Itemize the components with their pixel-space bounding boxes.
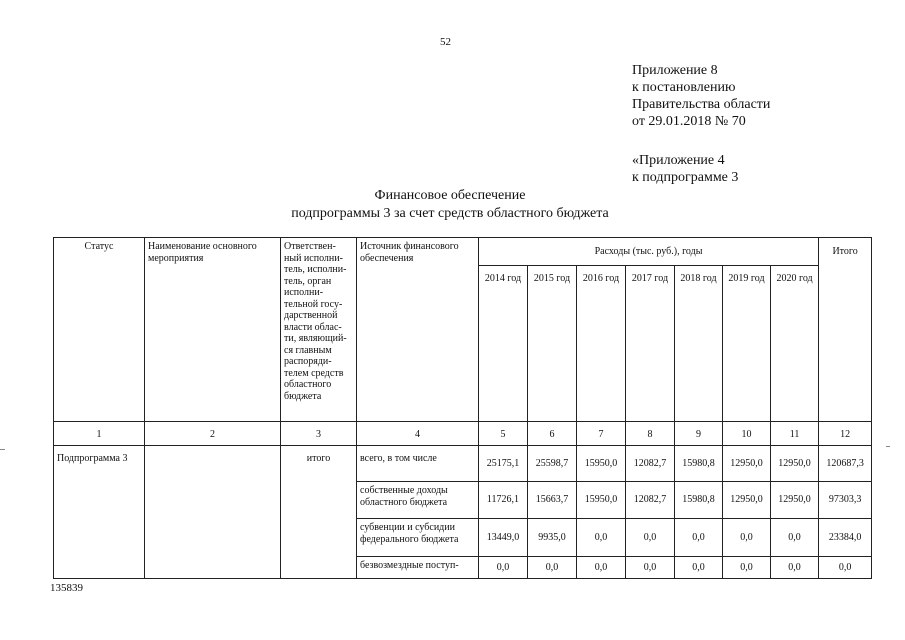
appendix-line: к постановлению <box>632 80 736 95</box>
executor-cell: итого <box>281 446 357 579</box>
value-cell: 9935,0 <box>528 519 577 557</box>
value-cell: 12950,0 <box>771 482 819 519</box>
document-title <box>200 187 700 223</box>
appendix-line: Правительства области <box>632 97 771 112</box>
source-cell: собственные доходы областного бюджета <box>357 482 479 519</box>
appendix-line: Приложение 8 <box>632 63 718 78</box>
value-cell: 11726,1 <box>479 482 528 519</box>
header-expenses: Расходы (тыс. руб.), годы <box>479 238 819 266</box>
value-cell: 0,0 <box>771 519 819 557</box>
value-cell: 15950,0 <box>577 446 626 482</box>
header-year: 2019 год <box>723 266 771 422</box>
header-measure: Наименование основного мероприятия <box>145 238 281 422</box>
subprogram-appendix-reference <box>632 152 738 186</box>
header-year: 2015 год <box>528 266 577 422</box>
source-cell: всего, в том числе <box>357 446 479 482</box>
header-year: 2014 год <box>479 266 528 422</box>
column-number: 11 <box>771 422 819 446</box>
value-cell: 13449,0 <box>479 519 528 557</box>
value-cell: 0,0 <box>675 519 723 557</box>
column-number-row <box>54 422 872 446</box>
column-number: 12 <box>819 422 872 446</box>
column-number: 8 <box>626 422 675 446</box>
status-cell: Подпрограмма 3 <box>54 446 145 579</box>
document-code: 135839 <box>50 582 83 594</box>
appendix-line: к подпрограмме 3 <box>632 170 739 185</box>
financing-table <box>53 237 872 579</box>
value-cell: 15663,7 <box>528 482 577 519</box>
value-cell: 25175,1 <box>479 446 528 482</box>
appendix-line: от 29.01.2018 № 70 <box>632 114 746 129</box>
column-number: 7 <box>577 422 626 446</box>
value-cell: 12950,0 <box>723 446 771 482</box>
table-header-row <box>54 238 872 266</box>
column-number: 4 <box>357 422 479 446</box>
value-cell: 15980,8 <box>675 446 723 482</box>
value-cell: 0,0 <box>723 519 771 557</box>
value-cell: 15980,8 <box>675 482 723 519</box>
title-line: Финансовое обеспечение <box>374 188 526 203</box>
total-cell: 97303,3 <box>819 482 872 519</box>
source-cell: безвозмездные поступ- <box>357 557 479 579</box>
value-cell: 0,0 <box>479 557 528 579</box>
value-cell: 25598,7 <box>528 446 577 482</box>
appendix-line: «Приложение 4 <box>632 153 725 168</box>
column-number: 1 <box>54 422 145 446</box>
header-total: Итого <box>819 238 872 422</box>
value-cell: 0,0 <box>528 557 577 579</box>
total-cell: 120687,3 <box>819 446 872 482</box>
value-cell: 0,0 <box>626 557 675 579</box>
header-year: 2020 год <box>771 266 819 422</box>
total-cell: 23384,0 <box>819 519 872 557</box>
value-cell: 12082,7 <box>626 446 675 482</box>
value-cell: 15950,0 <box>577 482 626 519</box>
header-executor: Ответствен-ный исполни-тель, исполни-тель, орган исполни-тельной госу-дарственной власти облас-ти, являющий-ся главным распоряди-телем средств областного бюджета <box>281 238 357 422</box>
scan-mark-left <box>0 449 5 450</box>
value-cell: 12082,7 <box>626 482 675 519</box>
scan-mark-right <box>886 446 890 447</box>
header-source: Источник финансового обеспечения <box>357 238 479 422</box>
header-status: Статус <box>54 238 145 422</box>
value-cell: 0,0 <box>626 519 675 557</box>
header-year: 2018 год <box>675 266 723 422</box>
column-number: 9 <box>675 422 723 446</box>
appendix-reference <box>632 62 770 130</box>
table-row <box>54 446 872 482</box>
value-cell: 12950,0 <box>723 482 771 519</box>
page-number: 52 <box>440 36 451 48</box>
source-cell: субвенции и субсидии федерального бюджета <box>357 519 479 557</box>
title-line: подпрограммы 3 за счет средств областного бюджета <box>291 206 609 221</box>
value-cell: 0,0 <box>577 557 626 579</box>
value-cell: 0,0 <box>771 557 819 579</box>
header-year: 2016 год <box>577 266 626 422</box>
value-cell: 0,0 <box>675 557 723 579</box>
total-cell: 0,0 <box>819 557 872 579</box>
column-number: 5 <box>479 422 528 446</box>
column-number: 10 <box>723 422 771 446</box>
header-year: 2017 год <box>626 266 675 422</box>
column-number: 2 <box>145 422 281 446</box>
column-number: 3 <box>281 422 357 446</box>
value-cell: 12950,0 <box>771 446 819 482</box>
value-cell: 0,0 <box>577 519 626 557</box>
column-number: 6 <box>528 422 577 446</box>
measure-cell <box>145 446 281 579</box>
value-cell: 0,0 <box>723 557 771 579</box>
